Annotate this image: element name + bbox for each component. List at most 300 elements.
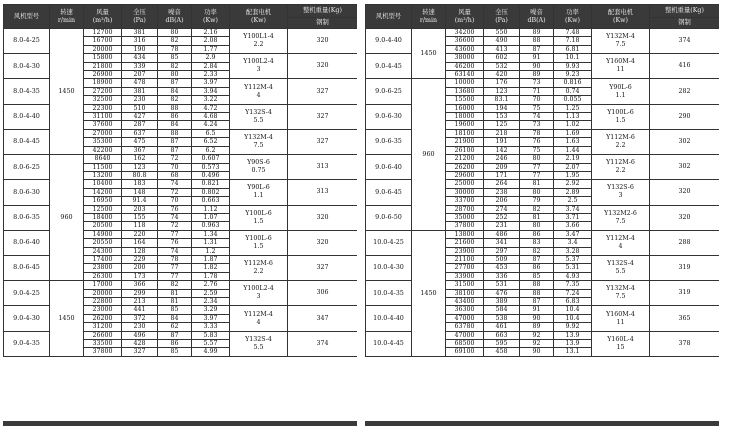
pressure-cell: 458 xyxy=(484,348,520,356)
table-row xyxy=(366,230,720,238)
header-speed xyxy=(50,5,84,29)
airflow-cell: 15500 xyxy=(446,96,484,104)
noise-cell: 80 xyxy=(158,71,192,79)
power-cell: 6.52 xyxy=(192,138,230,146)
noise-cell: 91 xyxy=(520,306,554,314)
power-cell: 2.34 xyxy=(192,298,230,306)
noise-cell: 87 xyxy=(158,138,192,146)
weight-cell: 282 xyxy=(650,79,720,104)
header-motor-unit: (Kw) xyxy=(250,16,266,24)
pressure-cell: 162 xyxy=(122,155,158,163)
fan-model-cell: 9.0-6-35 xyxy=(366,129,412,154)
power-cell: 1.07 xyxy=(192,213,230,221)
airflow-cell: 13680 xyxy=(446,87,484,95)
fan-model-cell: 10.0-4-45 xyxy=(366,331,412,356)
motor-cell: Y132S-4 5.5 xyxy=(230,104,288,129)
fan-model-cell: 9.0-6-50 xyxy=(366,205,412,230)
motor-cell: Y132M-4 7.5 xyxy=(592,281,650,306)
weight-cell: 319 xyxy=(650,255,720,280)
power-cell: 9.93 xyxy=(554,62,592,70)
pressure-cell: 252 xyxy=(484,213,520,221)
power-cell: 0.74 xyxy=(554,87,592,95)
airflow-cell: 37800 xyxy=(446,222,484,230)
power-cell: 7.35 xyxy=(554,281,592,289)
header-model: 风机型号 xyxy=(366,5,412,29)
pressure-cell: 486 xyxy=(484,230,520,238)
weight-cell: 313 xyxy=(288,180,358,205)
motor-cell: Y160M-4 11 xyxy=(592,306,650,331)
noise-cell: 84 xyxy=(158,87,192,95)
noise-cell: 82 xyxy=(520,247,554,255)
power-cell: 2.89 xyxy=(554,188,592,196)
power-cell: 9.92 xyxy=(554,323,592,331)
noise-cell: 87 xyxy=(520,298,554,306)
header-motor-label: 配套电机 xyxy=(245,9,272,17)
power-cell: 2.16 xyxy=(192,29,230,37)
header-speed-label: 转速 xyxy=(422,9,435,17)
speed-cell: 1450 xyxy=(50,29,84,155)
airflow-cell: 35300 xyxy=(84,138,122,146)
pressure-cell: 230 xyxy=(122,96,158,104)
airflow-cell: 8640 xyxy=(84,155,122,163)
power-cell: 1.63 xyxy=(554,138,592,146)
noise-cell: 92 xyxy=(520,331,554,339)
pressure-cell: 142 xyxy=(484,146,520,154)
noise-cell: 80 xyxy=(520,155,554,163)
fan-model-cell: 8.0-4-25 xyxy=(4,29,50,54)
airflow-cell: 22800 xyxy=(84,298,122,306)
header-airflow-unit: (m³/h) xyxy=(92,16,113,24)
airflow-cell: 16700 xyxy=(84,37,122,45)
noise-cell: 86 xyxy=(158,340,192,348)
header-airflow xyxy=(84,5,122,29)
noise-cell: 72 xyxy=(158,222,192,230)
header-airflow-unit: (m³/h) xyxy=(454,16,475,24)
pressure-cell: 128 xyxy=(122,247,158,255)
motor-cell: Y112M-4 4 xyxy=(230,79,288,104)
noise-cell: 78 xyxy=(158,45,192,53)
airflow-cell: 43400 xyxy=(446,298,484,306)
fan-model-cell: 8.0-6-30 xyxy=(4,180,50,205)
header-airflow-label: 风量 xyxy=(96,9,109,17)
noise-cell: 76 xyxy=(158,205,192,213)
pressure-cell: 80.8 xyxy=(122,171,158,179)
table-footer-bar-right xyxy=(365,421,719,426)
power-cell: 6.83 xyxy=(554,298,592,306)
speed-cell: 960 xyxy=(50,155,84,281)
airflow-cell: 69100 xyxy=(446,348,484,356)
noise-cell: 88 xyxy=(520,37,554,45)
pressure-cell: 420 xyxy=(484,71,520,79)
airflow-cell: 26100 xyxy=(446,146,484,154)
power-cell: 3.47 xyxy=(554,230,592,238)
airflow-cell: 18400 xyxy=(84,213,122,221)
noise-cell: 90 xyxy=(520,348,554,356)
pressure-cell: 584 xyxy=(484,306,520,314)
power-cell: 1.77 xyxy=(192,45,230,53)
fan-model-cell: 10.0-4-25 xyxy=(366,230,412,255)
noise-cell: 90 xyxy=(520,62,554,70)
fan-model-cell: 8.0-4-40 xyxy=(4,104,50,129)
power-cell: 3.94 xyxy=(192,87,230,95)
weight-cell: 320 xyxy=(288,54,358,79)
pressure-cell: 427 xyxy=(122,113,158,121)
motor-cell: Y100L1-4 2.2 xyxy=(230,29,288,54)
pressure-cell: 229 xyxy=(122,255,158,263)
fan-model-cell: 9.0-4-35 xyxy=(4,331,50,356)
header-motor xyxy=(592,5,650,29)
airflow-cell: 35000 xyxy=(446,213,484,221)
weight-cell: 347 xyxy=(288,306,358,331)
header-pressure-label: 全压 xyxy=(133,9,146,17)
spec-table-left-panel xyxy=(3,4,357,426)
power-cell: 7.18 xyxy=(554,37,592,45)
airflow-cell: 17400 xyxy=(84,255,122,263)
airflow-cell: 26600 xyxy=(84,331,122,339)
airflow-cell: 43600 xyxy=(446,45,484,53)
pressure-cell: 200 xyxy=(122,264,158,272)
fan-model-cell: 9.0-6-40 xyxy=(366,155,412,180)
motor-cell: Y100L2-4 3 xyxy=(230,281,288,306)
table-header xyxy=(4,5,358,29)
pressure-cell: 173 xyxy=(122,272,158,280)
table-row xyxy=(4,155,358,163)
fan-model-cell: 8.0-4-45 xyxy=(4,129,50,154)
fan-model-cell: 10.0-4-35 xyxy=(366,281,412,306)
airflow-cell: 20000 xyxy=(84,45,122,53)
header-speed xyxy=(412,5,446,29)
power-cell: 6.2 xyxy=(192,146,230,154)
noise-cell: 85 xyxy=(158,348,192,356)
airflow-cell: 20550 xyxy=(84,239,122,247)
header-speed-label: 转速 xyxy=(60,9,73,17)
power-cell: 6.5 xyxy=(192,129,230,137)
pressure-cell: 475 xyxy=(122,138,158,146)
table-header xyxy=(366,5,720,29)
motor-cell: Y132S-4 5.5 xyxy=(230,331,288,356)
pressure-cell: 434 xyxy=(122,54,158,62)
power-cell: 1.82 xyxy=(192,264,230,272)
weight-cell: 327 xyxy=(288,79,358,104)
pressure-cell: 191 xyxy=(484,138,520,146)
noise-cell: 77 xyxy=(158,272,192,280)
noise-cell: 75 xyxy=(520,146,554,154)
airflow-cell: 11500 xyxy=(84,163,122,171)
power-cell: 0.816 xyxy=(554,79,592,87)
power-cell: 3.74 xyxy=(554,205,592,213)
airflow-cell: 28700 xyxy=(446,205,484,213)
noise-cell: 73 xyxy=(520,121,554,129)
header-weight: 整机重量(Kg) xyxy=(650,5,720,18)
header-noise-unit: dB(A) xyxy=(165,16,184,24)
power-cell: 2.92 xyxy=(554,180,592,188)
airflow-cell: 16950 xyxy=(84,197,122,205)
pressure-cell: 118 xyxy=(122,222,158,230)
power-cell: 13.1 xyxy=(554,348,592,356)
spec-table-right-panel xyxy=(365,4,719,426)
pressure-cell: 125 xyxy=(484,121,520,129)
table-row xyxy=(4,281,358,289)
noise-cell: 88 xyxy=(520,281,554,289)
power-cell: 1.78 xyxy=(192,272,230,280)
noise-cell: 86 xyxy=(158,113,192,121)
airflow-cell: 42200 xyxy=(84,146,122,154)
pressure-cell: 550 xyxy=(484,29,520,37)
noise-cell: 92 xyxy=(520,340,554,348)
noise-cell: 87 xyxy=(158,79,192,87)
header-power-label: 功率 xyxy=(204,9,217,17)
noise-cell: 80 xyxy=(158,29,192,37)
header-pressure-unit: (Pa) xyxy=(133,16,146,24)
weight-cell: 290 xyxy=(650,104,720,129)
fan-model-cell: 9.0-6-30 xyxy=(366,104,412,129)
motor-cell: Y100L2-4 3 xyxy=(230,54,288,79)
airflow-cell: 20500 xyxy=(84,222,122,230)
noise-cell: 89 xyxy=(520,29,554,37)
weight-cell: 365 xyxy=(650,306,720,331)
noise-cell: 62 xyxy=(158,323,192,331)
noise-cell: 71 xyxy=(520,87,554,95)
airflow-cell: 34200 xyxy=(446,29,484,37)
pressure-cell: 203 xyxy=(122,205,158,213)
airflow-cell: 22300 xyxy=(84,104,122,112)
airflow-cell: 25000 xyxy=(446,180,484,188)
airflow-cell: 18900 xyxy=(84,79,122,87)
pressure-cell: 531 xyxy=(484,281,520,289)
pressure-cell: 220 xyxy=(122,230,158,238)
airflow-cell: 33900 xyxy=(446,272,484,280)
pressure-cell: 336 xyxy=(484,272,520,280)
noise-cell: 87 xyxy=(520,45,554,53)
pressure-cell: 478 xyxy=(122,79,158,87)
noise-cell: 88 xyxy=(158,104,192,112)
motor-cell: Y112M-6 2.2 xyxy=(592,129,650,154)
pressure-cell: 441 xyxy=(122,306,158,314)
pressure-cell: 476 xyxy=(484,289,520,297)
header-power-unit: (Kw) xyxy=(564,16,580,24)
power-cell: 2.9 xyxy=(192,54,230,62)
pressure-cell: 274 xyxy=(484,205,520,213)
airflow-cell: 19600 xyxy=(446,121,484,129)
pressure-cell: 176 xyxy=(484,79,520,87)
pressure-cell: 381 xyxy=(122,87,158,95)
noise-cell: 91 xyxy=(520,54,554,62)
power-cell: 1.95 xyxy=(554,171,592,179)
header-motor-label: 配套电机 xyxy=(607,9,634,17)
fan-model-cell: 10.0-4-40 xyxy=(366,306,412,331)
power-cell: 0.607 xyxy=(192,155,230,163)
header-motor xyxy=(230,5,288,29)
power-cell: 3.28 xyxy=(554,247,592,255)
speed-cell: 1450 xyxy=(412,29,446,79)
pressure-cell: 637 xyxy=(122,129,158,137)
header-weight-steel: 钢制 xyxy=(288,18,358,29)
pressure-cell: 123 xyxy=(122,163,158,171)
power-cell: 10.4 xyxy=(554,306,592,314)
airflow-cell: 14900 xyxy=(84,230,122,238)
airflow-cell: 37600 xyxy=(84,121,122,129)
power-cell: 3.97 xyxy=(192,314,230,322)
airflow-cell: 12500 xyxy=(84,205,122,213)
spec-table-left xyxy=(3,4,357,357)
airflow-cell: 46200 xyxy=(446,62,484,70)
power-cell: 3.33 xyxy=(192,323,230,331)
noise-cell: 82 xyxy=(158,281,192,289)
speed-cell: 960 xyxy=(412,79,446,230)
header-model: 风机型号 xyxy=(4,5,50,29)
noise-cell: 78 xyxy=(520,129,554,137)
airflow-cell: 21800 xyxy=(84,62,122,70)
pressure-cell: 663 xyxy=(484,331,520,339)
header-airflow xyxy=(446,5,484,29)
pressure-cell: 595 xyxy=(484,340,520,348)
header-noise-unit: dB(A) xyxy=(527,16,546,24)
pressure-cell: 341 xyxy=(484,239,520,247)
power-cell: 10.4 xyxy=(554,314,592,322)
power-cell: 7.24 xyxy=(554,289,592,297)
weight-cell: 313 xyxy=(288,155,358,180)
power-cell: 2.08 xyxy=(192,37,230,45)
motor-cell: Y90L-6 1.1 xyxy=(592,79,650,104)
fan-model-cell: 8.0-6-35 xyxy=(4,205,50,230)
power-cell: 5.37 xyxy=(554,255,592,263)
noise-cell: 88 xyxy=(158,129,192,137)
pressure-cell: 490 xyxy=(484,37,520,45)
airflow-cell: 38000 xyxy=(446,54,484,62)
power-cell: 1.02 xyxy=(554,121,592,129)
pressure-cell: 367 xyxy=(122,146,158,154)
motor-cell: Y132S-6 3 xyxy=(592,180,650,205)
noise-cell: 87 xyxy=(520,255,554,263)
airflow-cell: 27700 xyxy=(446,264,484,272)
pressure-cell: 91.4 xyxy=(122,197,158,205)
fan-model-cell: 9.0-6-25 xyxy=(366,79,412,104)
power-cell: 1.34 xyxy=(192,230,230,238)
header-noise xyxy=(520,5,554,29)
motor-cell: Y112M-6 2.2 xyxy=(230,255,288,280)
power-cell: 4.93 xyxy=(554,272,592,280)
fan-model-cell: 9.0-4-45 xyxy=(366,54,412,79)
noise-cell: 82 xyxy=(520,205,554,213)
power-cell: 5.31 xyxy=(554,264,592,272)
power-cell: 1.25 xyxy=(554,104,592,112)
airflow-cell: 36600 xyxy=(446,37,484,45)
airflow-cell: 26200 xyxy=(446,163,484,171)
header-pressure-unit: (Pa) xyxy=(495,16,508,24)
pressure-cell: 231 xyxy=(484,222,520,230)
motor-cell: Y132M-4 7.5 xyxy=(592,29,650,54)
power-cell: 3.71 xyxy=(554,213,592,221)
power-cell: 1.69 xyxy=(554,129,592,137)
pressure-cell: 230 xyxy=(122,323,158,331)
noise-cell: 80 xyxy=(520,188,554,196)
motor-cell: Y90S-6 0.75 xyxy=(230,155,288,180)
noise-cell: 74 xyxy=(520,113,554,121)
pressure-cell: 238 xyxy=(484,188,520,196)
pressure-cell: 246 xyxy=(484,155,520,163)
power-cell: 0.963 xyxy=(192,222,230,230)
noise-cell: 85 xyxy=(520,272,554,280)
airflow-cell: 10000 xyxy=(446,79,484,87)
header-weight: 整机重量(Kg) xyxy=(288,5,358,18)
airflow-cell: 36300 xyxy=(446,306,484,314)
fan-model-cell: 9.0-4-30 xyxy=(4,306,50,331)
power-cell: 1.2 xyxy=(192,247,230,255)
motor-cell: Y132M2-6 7.5 xyxy=(592,205,650,230)
power-cell: 4.68 xyxy=(192,113,230,121)
power-cell: 2.76 xyxy=(192,281,230,289)
motor-cell: Y100L-6 1.5 xyxy=(592,104,650,129)
weight-cell: 288 xyxy=(650,230,720,255)
motor-cell: Y112M-4 4 xyxy=(230,306,288,331)
power-cell: 1.87 xyxy=(192,255,230,263)
airflow-cell: 15800 xyxy=(84,54,122,62)
airflow-cell: 26900 xyxy=(84,71,122,79)
airflow-cell: 26300 xyxy=(84,272,122,280)
power-cell: 6.81 xyxy=(554,45,592,53)
table-row xyxy=(366,29,720,37)
pressure-cell: 148 xyxy=(122,188,158,196)
power-cell: 3.66 xyxy=(554,222,592,230)
noise-cell: 77 xyxy=(158,264,192,272)
fan-model-cell: 8.0-6-45 xyxy=(4,255,50,280)
motor-cell: Y100L-6 1.5 xyxy=(230,205,288,230)
header-weight-steel: 钢制 xyxy=(650,18,720,29)
airflow-cell: 33700 xyxy=(446,197,484,205)
pressure-cell: 218 xyxy=(484,129,520,137)
header-speed-unit: r/min xyxy=(57,16,76,24)
power-cell: 2.07 xyxy=(554,163,592,171)
pressure-cell: 461 xyxy=(484,323,520,331)
power-cell: 0.573 xyxy=(192,163,230,171)
weight-cell: 378 xyxy=(650,331,720,356)
pressure-cell: 171 xyxy=(484,171,520,179)
pressure-cell: 316 xyxy=(122,37,158,45)
pressure-cell: 209 xyxy=(484,163,520,171)
pressure-cell: 372 xyxy=(122,314,158,322)
noise-cell: 70 xyxy=(158,197,192,205)
weight-cell: 374 xyxy=(288,331,358,356)
noise-cell: 82 xyxy=(158,96,192,104)
pressure-cell: 602 xyxy=(484,54,520,62)
airflow-cell: 20000 xyxy=(84,289,122,297)
noise-cell: 73 xyxy=(520,79,554,87)
pressure-cell: 509 xyxy=(484,255,520,263)
weight-cell: 306 xyxy=(288,281,358,306)
power-cell: 1.12 xyxy=(192,205,230,213)
weight-cell: 319 xyxy=(650,281,720,306)
header-power-unit: (Kw) xyxy=(202,16,218,24)
header-power-label: 功率 xyxy=(566,9,579,17)
header-pressure-label: 全压 xyxy=(495,9,508,17)
airflow-cell: 21600 xyxy=(446,239,484,247)
airflow-cell: 23000 xyxy=(84,306,122,314)
airflow-cell: 63140 xyxy=(446,71,484,79)
power-cell: 4.24 xyxy=(192,121,230,129)
power-cell: 13.9 xyxy=(554,331,592,339)
power-cell: 9.23 xyxy=(554,71,592,79)
fan-model-cell: 9.0-6-45 xyxy=(366,180,412,205)
power-cell: 0.663 xyxy=(192,197,230,205)
power-cell: 2.19 xyxy=(554,155,592,163)
pressure-cell: 83.1 xyxy=(484,96,520,104)
noise-cell: 81 xyxy=(158,289,192,297)
airflow-cell: 31500 xyxy=(446,281,484,289)
airflow-cell: 32500 xyxy=(84,96,122,104)
power-cell: 0.055 xyxy=(554,96,592,104)
airflow-cell: 31100 xyxy=(84,113,122,121)
header-power xyxy=(554,5,592,29)
